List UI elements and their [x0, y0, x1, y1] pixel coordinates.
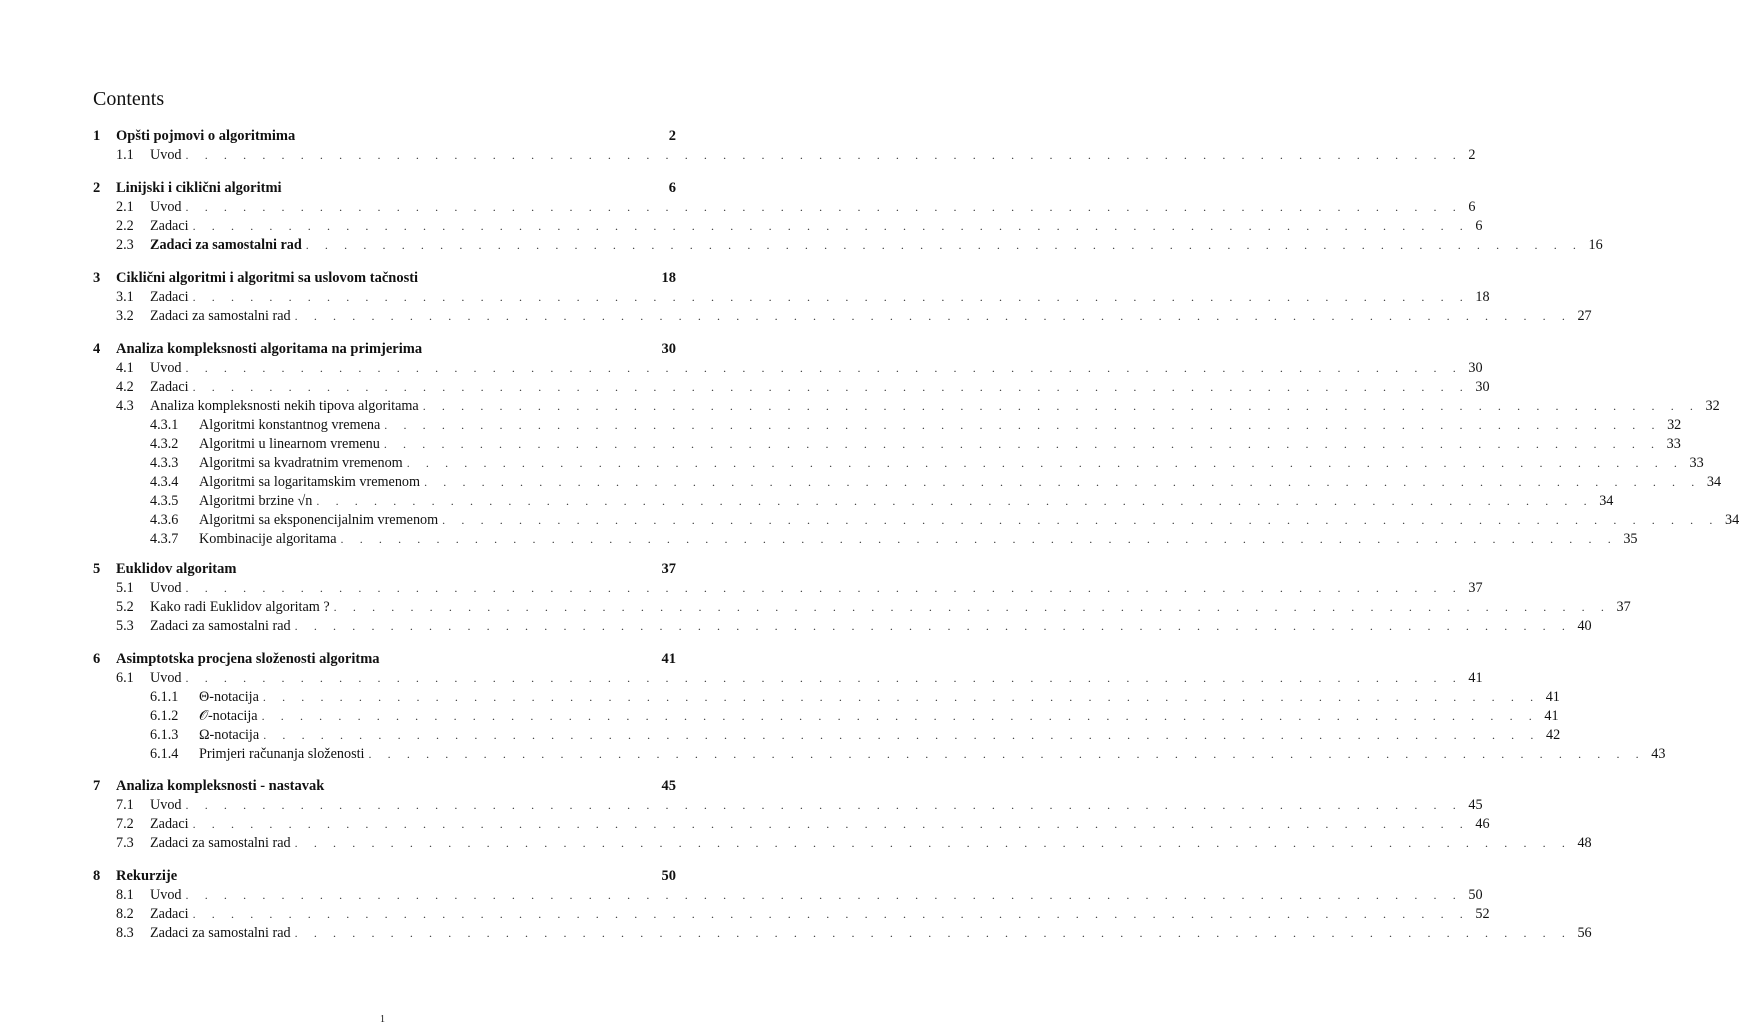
toc-dot-leader: . . . . . . . . . . . . . . . . . . . . . . . . . . . . . . . . . . . . . . . . . . . . . . . . . . . . . . . . . . . . . . . . . . .: [383, 437, 1661, 451]
toc-entry-title: Uvod: [150, 670, 182, 686]
toc-entry-number: 4.3.4: [150, 474, 179, 490]
toc-entry-page: 6: [1475, 218, 1483, 234]
toc-entry-title: Zadaci: [150, 906, 189, 922]
toc-entry-title: Zadaci za samostalni rad: [150, 308, 291, 324]
toc-dot-leader: . . . . . . . . . . . . . . . . . . . . . . . . . . . . . . . . . . . . . . . . . . . . . . . . . . . . . . . . . . . . . . . . . . .: [340, 532, 1618, 546]
toc-entry-title: Algoritmi brzine √n: [199, 493, 313, 509]
toc-chapter-entry[interactable]: [93, 270, 676, 289]
toc-dot-leader: . . . . . . . . . . . . . . . . . . . . . . . . . . . . . . . . . . . . . . . . . . . . . . . . . . . . . . . . . . . . . . . . . . .: [406, 456, 1684, 470]
toc-subsection-entry[interactable]: [150, 417, 1682, 436]
toc-subsection-entry[interactable]: [150, 512, 1739, 531]
toc-subsection-entry[interactable]: [150, 746, 1666, 765]
toc-entry-page: 41: [1544, 708, 1559, 724]
toc-entry-page: 50: [661, 868, 676, 884]
toc-section-entry[interactable]: [116, 925, 1592, 944]
toc-entry-title: 𝒪-notacija: [199, 708, 258, 724]
toc-entry-page: 32: [1705, 398, 1720, 414]
toc-dot-leader: . . . . . . . . . . . . . . . . . . . . . . . . . . . . . . . . . . . . . . . . . . . . . . . . . . . . . . . . . . . . . . . . . . .: [294, 836, 1572, 850]
toc-entry-title: Algoritmi konstantnog vremena: [199, 417, 381, 433]
toc-entry-title: Analiza kompleksnosti - nastavak: [116, 778, 325, 794]
toc-chapter-entry[interactable]: [93, 561, 676, 580]
toc-section-entry[interactable]: [116, 887, 1483, 906]
toc-dot-leader: . . . . . . . . . . . . . . . . . . . . . . . . . . . . . . . . . . . . . . . . . . . . . . . . . . . . . . . . . . . . . . . . . . .: [263, 728, 1540, 742]
toc-entry-title: Zadaci: [150, 289, 189, 305]
toc-section-entry[interactable]: [116, 835, 1592, 854]
toc-subsection-entry[interactable]: [150, 727, 1561, 746]
toc-chapter-entry[interactable]: [93, 778, 676, 797]
toc-entry-title: Zadaci za samostalni rad: [150, 925, 291, 941]
toc-dot-leader: . . . . . . . . . . . . . . . . . . . . . . . . . . . . . . . . . . . . . . . . . . . . . . . . . . . . . . . . . . . . . . . . . . .: [192, 817, 1470, 831]
toc-section-entry[interactable]: [116, 398, 1720, 417]
toc-entry-number: 4.3.5: [150, 493, 179, 509]
contents-heading: Contents: [93, 88, 165, 110]
toc-section-entry[interactable]: [116, 797, 1483, 816]
toc-entry-title: Algoritmi sa logaritamskim vremenom: [199, 474, 421, 490]
toc-dot-leader: . . . . . . . . . . . . . . . . . . . . . . . . . . . . . . . . . . . . . . . . . . . . . . . . . . . . . . . . . . . . . . . . . . .: [294, 309, 1572, 323]
toc-section-entry[interactable]: [116, 618, 1592, 637]
toc-entry-page: 56: [1577, 925, 1592, 941]
toc-entry-page: 32: [1667, 417, 1682, 433]
toc-entry-page: 33: [1666, 436, 1681, 452]
toc-entry-number: 6: [93, 651, 101, 667]
toc-entry-page: 46: [1475, 816, 1490, 832]
toc-entry-number: 4.1: [116, 360, 134, 376]
toc-dot-leader: . . . . . . . . . . . . . . . . . . . . . . . . . . . . . . . . . . . . . . . . . . . . . . . . . . . . . . . . . . . . . . . . . . .: [192, 219, 1470, 233]
toc-chapter-entry[interactable]: [93, 128, 676, 147]
toc-entry-page: 30: [1468, 360, 1483, 376]
toc-section-entry[interactable]: [116, 199, 1476, 218]
toc-entry-number: 3: [93, 270, 101, 286]
toc-entry-page: 30: [661, 341, 676, 357]
toc-entry-page: 27: [1577, 308, 1592, 324]
toc-entry-page: 30: [1475, 379, 1490, 395]
toc-entry-page: 50: [1468, 887, 1483, 903]
toc-dot-leader: . . . . . . . . . . . . . . . . . . . . . . . . . . . . . . . . . . . . . . . . . . . . . . . . . . . . . . . . . . . . . . . . . . .: [192, 290, 1470, 304]
toc-dot-leader: . . . . . . . . . . . . . . . . . . . . . . . . . . . . . . . . . . . . . . . . . . . . . . . . . . . . . . . . . . . . . . . . . . .: [442, 513, 1719, 527]
toc-entry-number: 2: [93, 180, 101, 196]
toc-section-entry[interactable]: [116, 670, 1483, 689]
toc-dot-leader: . . . . . . . . . . . . . . . . . . . . . . . . . . . . . . . . . . . . . . . . . . . . . . . . . . . . . . . . . . . . . . . . . . .: [185, 200, 1463, 214]
toc-entry-page: 40: [1577, 618, 1592, 634]
toc-entry-number: 6.1: [116, 670, 134, 686]
toc-entry-title: Opšti pojmovi o algoritmima: [116, 128, 296, 144]
toc-entry-number: 4.3.1: [150, 417, 179, 433]
toc-dot-leader: . . . . . . . . . . . . . . . . . . . . . . . . . . . . . . . . . . . . . . . . . . . . . . . . . . . . . . . . . . . . . . . . . . .: [185, 798, 1463, 812]
toc-subsection-entry[interactable]: [150, 531, 1638, 550]
toc-subsection-entry[interactable]: [150, 455, 1704, 474]
toc-entry-page: 2: [668, 128, 676, 144]
toc-entry-number: 2.1: [116, 199, 134, 215]
toc-entry-page: 6: [668, 180, 676, 196]
toc-dot-leader: . . . . . . . . . . . . . . . . . . . . . . . . . . . . . . . . . . . . . . . . . . . . . . . . . . . . . . . . . . . . . . . . . . .: [192, 380, 1470, 394]
toc-section-entry[interactable]: [116, 906, 1490, 925]
toc-entry-number: 5: [93, 561, 101, 577]
toc-entry-title: Analiza kompleksnosti algoritama na primjerima: [116, 341, 423, 357]
toc-section-entry[interactable]: [116, 289, 1490, 308]
toc-entry-page: 42: [1546, 727, 1561, 743]
toc-entry-number: 7: [93, 778, 101, 794]
toc-entry-page: 6: [1468, 199, 1476, 215]
toc-entry-page: 18: [661, 270, 676, 286]
toc-dot-leader: . . . . . . . . . . . . . . . . . . . . . . . . . . . . . . . . . . . . . . . . . . . . . . . . . . . . . . . . . . . . . . . . . . .: [368, 747, 1646, 761]
toc-entry-number: 8: [93, 868, 101, 884]
toc-entry-number: 8.2: [116, 906, 134, 922]
toc-entry-page: 52: [1475, 906, 1490, 922]
toc-entry-title: Uvod: [150, 199, 182, 215]
toc-entry-title: Ω-notacija: [199, 727, 260, 743]
toc-entry-title: Uvod: [150, 147, 182, 163]
toc-dot-leader: . . . . . . . . . . . . . . . . . . . . . . . . . . . . . . . . . . . . . . . . . . . . . . . . . . . . . . . . . . . . . . . . . . .: [294, 926, 1572, 940]
toc-entry-page: 37: [1468, 580, 1483, 596]
toc-section-entry[interactable]: [116, 308, 1592, 327]
toc-entry-number: 4.3.3: [150, 455, 179, 471]
toc-entry-page: 34: [1599, 493, 1614, 509]
toc-entry-title: Ciklični algoritmi i algoritmi sa uslovom tačnosti: [116, 270, 419, 286]
toc-section-entry[interactable]: [116, 599, 1631, 618]
toc-entry-title: Zadaci za samostalni rad: [150, 237, 302, 253]
toc-entry-title: Kako radi Euklidov algoritam ?: [150, 599, 330, 615]
toc-entry-title: Primjeri računanja složenosti: [199, 746, 365, 762]
toc-entry-number: 3.2: [116, 308, 134, 324]
toc-entry-number: 2.3: [116, 237, 134, 253]
toc-dot-leader: . . . . . . . . . . . . . . . . . . . . . . . . . . . . . . . . . . . . . . . . . . . . . . . . . . . . . . . . . . . . . . . . . . .: [185, 671, 1463, 685]
toc-dot-leader: . . . . . . . . . . . . . . . . . . . . . . . . . . . . . . . . . . . . . . . . . . . . . . . . . . . . . . . . . . . . . . . . . . .: [305, 238, 1583, 252]
toc-entry-number: 3.1: [116, 289, 134, 305]
toc-subsection-entry[interactable]: [150, 708, 1559, 727]
toc-entry-number: 7.2: [116, 816, 134, 832]
toc-section-entry[interactable]: [116, 218, 1483, 237]
toc-entry-page: 41: [661, 651, 676, 667]
toc-dot-leader: . . . . . . . . . . . . . . . . . . . . . . . . . . . . . . . . . . . . . . . . . . . . . . . . . . . . . . . . . . . . . . . . . . .: [192, 907, 1470, 921]
toc-entry-title: Algoritmi sa kvadratnim vremenom: [199, 455, 403, 471]
toc-entry-number: 4: [93, 341, 101, 357]
toc-entry-number: 1: [93, 128, 101, 144]
toc-entry-title: Linijski i ciklični algoritmi: [116, 180, 282, 196]
page-number: 1: [380, 1014, 385, 1025]
toc-entry-page: 34: [1706, 474, 1722, 490]
toc-chapter-entry[interactable]: [93, 180, 676, 199]
toc-chapter-entry[interactable]: [93, 651, 676, 670]
toc-dot-leader: . . . . . . . . . . . . . . . . . . . . . . . . . . . . . . . . . . . . . . . . . . . . . . . . . . . . . . . . . . . . . . . . . . .: [333, 600, 1611, 614]
toc-section-entry[interactable]: [116, 816, 1490, 835]
toc-entry-number: 8.3: [116, 925, 134, 941]
toc-dot-leader: . . . . . . . . . . . . . . . . . . . . . . . . . . . . . . . . . . . . . . . . . . . . . . . . . . . . . . . . . . . . . . . . . . .: [384, 418, 1662, 432]
toc-section-entry[interactable]: [116, 147, 1476, 166]
toc-entry-number: 1.1: [116, 147, 134, 163]
toc-entry-title: Θ-notacija: [199, 689, 259, 705]
toc-entry-number: 6.1.1: [150, 689, 179, 705]
toc-entry-page: 18: [1475, 289, 1490, 305]
toc-entry-page: 33: [1689, 455, 1704, 471]
toc-entry-number: 4.3.6: [150, 512, 179, 528]
toc-entry-page: 45: [661, 778, 676, 794]
toc-section-entry[interactable]: [116, 360, 1483, 379]
toc-dot-leader: . . . . . . . . . . . . . . . . . . . . . . . . . . . . . . . . . . . . . . . . . . . . . . . . . . . . . . . . . . . . . . . . . . .: [185, 361, 1463, 375]
toc-dot-leader: . . . . . . . . . . . . . . . . . . . . . . . . . . . . . . . . . . . . . . . . . . . . . . . . . . . . . . . . . . . . . . . . . . .: [424, 475, 1701, 489]
toc-entry-number: 6.1.3: [150, 727, 179, 743]
toc-entry-title: Euklidov algoritam: [116, 561, 237, 577]
toc-entry-page: 2: [1468, 147, 1476, 163]
toc-entry-page: 35: [1623, 531, 1638, 547]
toc-entry-number: 5.1: [116, 580, 134, 596]
toc-section-entry[interactable]: [116, 580, 1483, 599]
toc-entry-number: 4.3.7: [150, 531, 179, 547]
toc-section-entry[interactable]: [116, 379, 1490, 398]
toc-entry-page: 45: [1468, 797, 1483, 813]
toc-entry-number: 2.2: [116, 218, 134, 234]
toc-section-entry[interactable]: [116, 237, 1603, 256]
toc-entry-title: Zadaci: [150, 218, 189, 234]
toc-entry-page: 43: [1651, 746, 1666, 762]
toc-entry-title: Analiza kompleksnosti nekih tipova algoritama: [150, 398, 419, 414]
toc-entry-number: 8.1: [116, 887, 134, 903]
toc-entry-title: Algoritmi u linearnom vremenu: [199, 436, 380, 452]
toc-entry-title: Uvod: [150, 797, 182, 813]
toc-entry-title: Zadaci: [150, 379, 189, 395]
toc-entry-number: 4.2: [116, 379, 134, 395]
toc-chapter-entry[interactable]: [93, 868, 676, 887]
toc-entry-number: 4.3: [116, 398, 134, 414]
toc-entry-title: Zadaci za samostalni rad: [150, 835, 291, 851]
toc-entry-title: Uvod: [150, 580, 182, 596]
toc-subsection-entry[interactable]: [150, 436, 1681, 455]
toc-entry-number: 6.1.2: [150, 708, 179, 724]
toc-entry-title: Algoritmi sa eksponencijalnim vremenom: [199, 512, 439, 528]
toc-entry-title: Uvod: [150, 887, 182, 903]
toc-entry-number: 4.3.2: [150, 436, 179, 452]
toc-dot-leader: . . . . . . . . . . . . . . . . . . . . . . . . . . . . . . . . . . . . . . . . . . . . . . . . . . . . . . . . . . . . . . . . . . .: [185, 148, 1463, 162]
toc-entry-number: 7.3: [116, 835, 134, 851]
toc-entry-title: Asimptotska procjena složenosti algoritma: [116, 651, 380, 667]
toc-entry-number: 6.1.4: [150, 746, 179, 762]
toc-dot-leader: . . . . . . . . . . . . . . . . . . . . . . . . . . . . . . . . . . . . . . . . . . . . . . . . . . . . . . . . . . . . . . . . . . .: [316, 494, 1594, 508]
toc-entry-title: Rekurzije: [116, 868, 178, 884]
toc-entry-title: Zadaci: [150, 816, 189, 832]
toc-entry-page: 37: [661, 561, 676, 577]
toc-entry-page: 48: [1577, 835, 1592, 851]
toc-dot-leader: . . . . . . . . . . . . . . . . . . . . . . . . . . . . . . . . . . . . . . . . . . . . . . . . . . . . . . . . . . . . . . . . . . .: [185, 888, 1463, 902]
toc-entry-page: 41: [1468, 670, 1483, 686]
toc-entry-title: Zadaci za samostalni rad: [150, 618, 291, 634]
toc-entry-page: 16: [1588, 237, 1603, 253]
toc-entry-number: 7.1: [116, 797, 134, 813]
toc-subsection-entry[interactable]: [150, 689, 1560, 708]
toc-entry-page: 37: [1616, 599, 1631, 615]
toc-dot-leader: . . . . . . . . . . . . . . . . . . . . . . . . . . . . . . . . . . . . . . . . . . . . . . . . . . . . . . . . . . . . . . . . . . .: [261, 709, 1539, 723]
toc-subsection-entry[interactable]: [150, 493, 1614, 512]
toc-dot-leader: . . . . . . . . . . . . . . . . . . . . . . . . . . . . . . . . . . . . . . . . . . . . . . . . . . . . . . . . . . . . . . . . . . .: [422, 399, 1700, 413]
toc-chapter-entry[interactable]: [93, 341, 676, 360]
toc-dot-leader: . . . . . . . . . . . . . . . . . . . . . . . . . . . . . . . . . . . . . . . . . . . . . . . . . . . . . . . . . . . . . . . . . . .: [294, 619, 1572, 633]
toc-entry-title: Uvod: [150, 360, 182, 376]
toc-entry-title: Kombinacije algoritama: [199, 531, 337, 547]
toc-subsection-entry[interactable]: [150, 474, 1722, 493]
toc-entry-page: 41: [1545, 689, 1560, 705]
toc-entry-page: 34: [1724, 512, 1739, 528]
toc-entry-number: 5.3: [116, 618, 134, 634]
toc-dot-leader: . . . . . . . . . . . . . . . . . . . . . . . . . . . . . . . . . . . . . . . . . . . . . . . . . . . . . . . . . . . . . . . . . . .: [185, 581, 1463, 595]
toc-entry-number: 5.2: [116, 599, 134, 615]
toc-dot-leader: . . . . . . . . . . . . . . . . . . . . . . . . . . . . . . . . . . . . . . . . . . . . . . . . . . . . . . . . . . . . . . . . . . .: [262, 690, 1540, 704]
